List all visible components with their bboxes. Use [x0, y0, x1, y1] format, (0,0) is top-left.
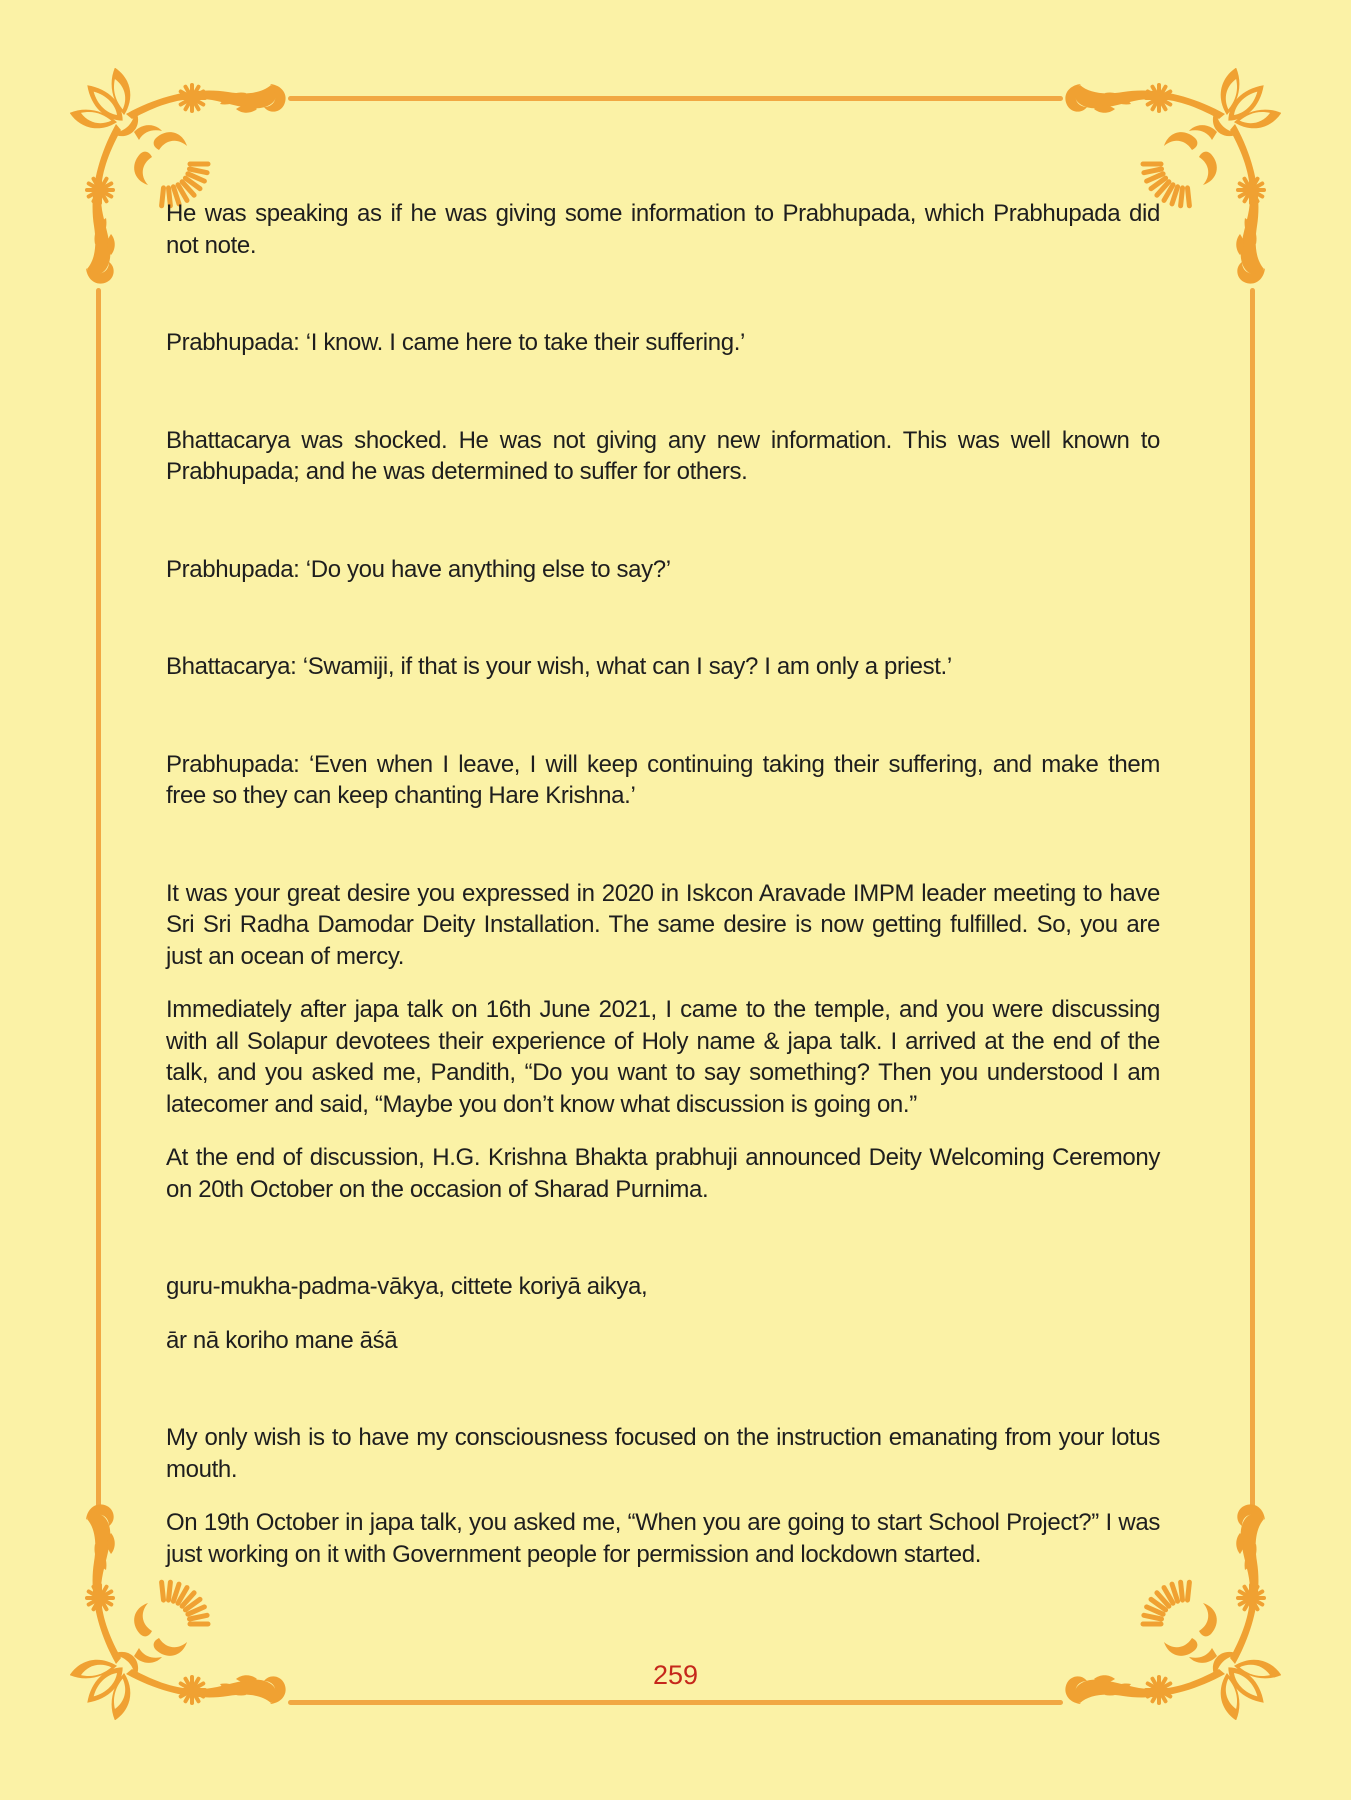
paragraph: It was your great desire you expressed in 2020 in Iskcon Aravade IMPM leader meeting to have Sri Sri Radha Damodar Deity Installation. The same desire is now getting fulfilled. So, you are just an ocean of mercy.	[166, 879, 1160, 970]
border-line-bottom	[288, 1700, 1063, 1705]
paragraph: Immediately after japa talk on 16th June 2021, I came to the temple, and you were discussing with all Solapur devotees their experience of Holy name & japa talk. I arrived at the end of the talk, and you asked me, Pandith, “Do you want to say something? Then you understood I am latecomer and said, “Maybe you don’t know what discussion is going on.”	[166, 996, 1160, 1118]
verse-line: ār nā koriho mane āśā	[166, 1326, 398, 1354]
paragraph-dialogue: Bhattacarya: ‘Swamiji, if that is your wish, what can I say? I am only a priest.’	[166, 653, 952, 680]
border-line-left	[96, 288, 101, 1512]
paragraph-dialogue: Bhattacarya was shocked. He was not giving any new information. This was well known to Prabhupada; and he was determined to suffer for others.	[166, 426, 1160, 485]
paragraph: At the end of discussion, H.G. Krishna Bhakta prabhuji announced Deity Welcoming Ceremony on 20th October on the occasion of Sharad Purnima.	[166, 1144, 1160, 1203]
paragraph-dialogue: Prabhupada: ‘I know. I came here to take their suffering.’	[166, 329, 746, 356]
paragraph: He was speaking as if he was giving some information to Prabhupada, which Prabhupada did not note.	[166, 200, 1160, 259]
border-line-top	[288, 96, 1063, 101]
paragraph: My only wish is to have my consciousness focused on the instruction emanating from your lotus mouth.	[166, 1424, 1160, 1483]
border-line-right	[1250, 288, 1255, 1512]
paragraph: On 19th October in japa talk, you asked me, “When you are going to start School Project?” I was just working on it with Government people for permission and lockdown started.	[166, 1509, 1160, 1568]
page-body-text	[166, 198, 1160, 1570]
paragraph-dialogue: Prabhupada: ‘Do you have anything else to say?’	[166, 555, 671, 583]
paragraph-dialogue: Prabhupada: ‘Even when I leave, I will keep continuing taking their suffering, and make them free so they can keep chanting Hare Krishna.’	[166, 750, 1160, 809]
verse-line: guru-mukha-padma-vākya, cittete koriyā aikya,	[166, 1273, 648, 1300]
page-number: 259	[652, 1660, 699, 1690]
